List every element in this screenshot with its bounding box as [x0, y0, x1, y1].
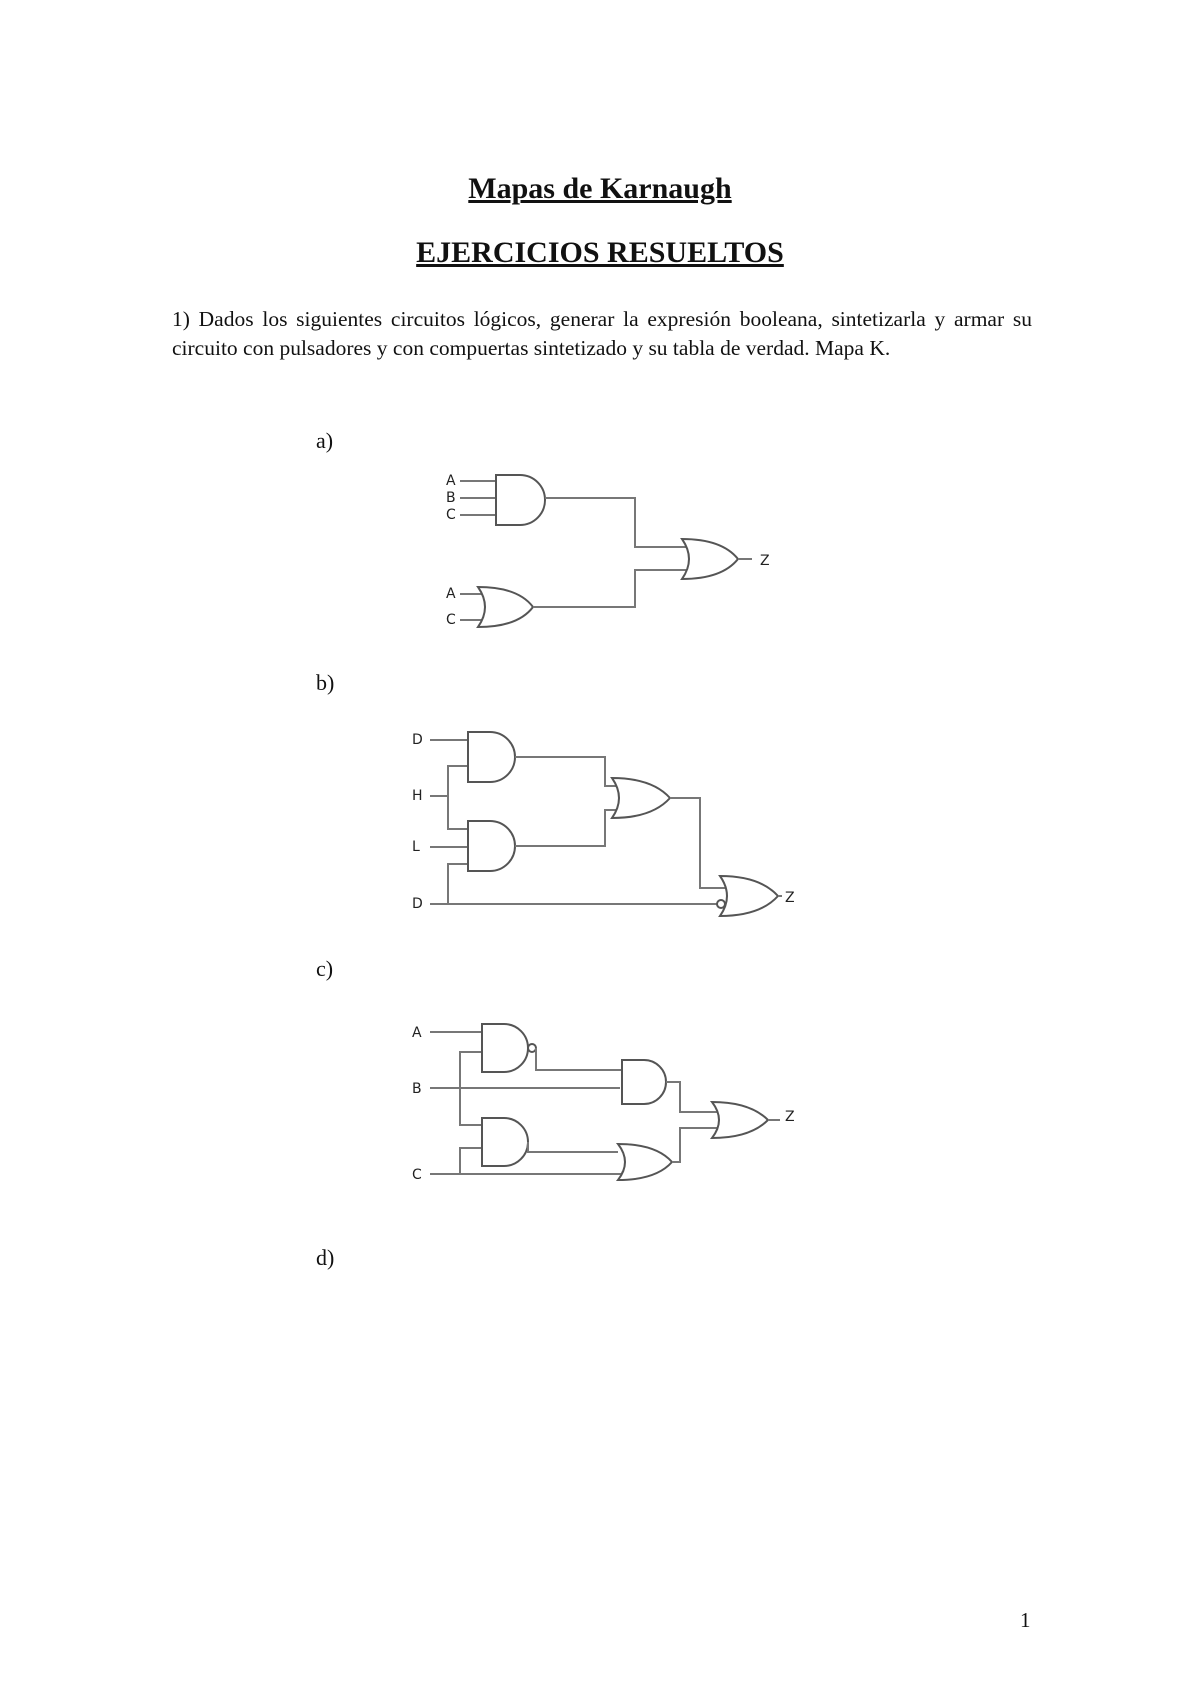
circuit-a [430, 460, 810, 640]
and-gate [468, 732, 515, 782]
circuit-c [400, 1010, 820, 1210]
input-label: C [446, 507, 456, 523]
page-subtitle: EJERCICIOS RESUELTOS [416, 236, 784, 269]
problem-statement: 1) Dados los siguientes circuitos lógicos, generar la expresión booleana, sintetizarla y armar su circuito con pulsadores y con compuertas sintetizado y su tabla de verdad. Mapa K. [172, 307, 1032, 360]
input-label: B [412, 1081, 422, 1097]
or-gate [712, 1102, 768, 1138]
and-gate [468, 821, 515, 871]
and-gate [482, 1024, 528, 1072]
input-label: D [412, 896, 423, 912]
and-gate [496, 475, 545, 525]
and-gate [482, 1118, 528, 1166]
input-label: A [412, 1025, 422, 1041]
part-label-c: c) [316, 956, 334, 981]
or-gate [720, 876, 778, 916]
or-gate [612, 778, 670, 818]
output-label: Z [785, 1109, 795, 1125]
input-label: A [446, 586, 456, 602]
circuit-b [400, 718, 820, 918]
part-label-d: d) [316, 1245, 335, 1270]
input-label: D [412, 732, 423, 748]
output-label: Z [785, 890, 795, 906]
part-label-a: a) [316, 428, 334, 453]
part-label-b: b) [316, 670, 335, 695]
input-label: H [412, 788, 423, 804]
input-label: L [412, 839, 420, 855]
or-gate [682, 539, 738, 579]
inverter-bubble [528, 1044, 536, 1052]
page-number: 1 [1020, 1608, 1031, 1632]
output-label: Z [760, 553, 770, 569]
input-label: C [412, 1167, 422, 1183]
input-label: A [446, 473, 456, 489]
and-gate [622, 1060, 666, 1104]
input-label: B [446, 490, 456, 506]
page-title: Mapas de Karnaugh [468, 172, 732, 205]
or-gate [618, 1144, 672, 1180]
or-gate [478, 587, 533, 627]
inverter-bubble [717, 900, 725, 908]
input-label: C [446, 612, 456, 628]
